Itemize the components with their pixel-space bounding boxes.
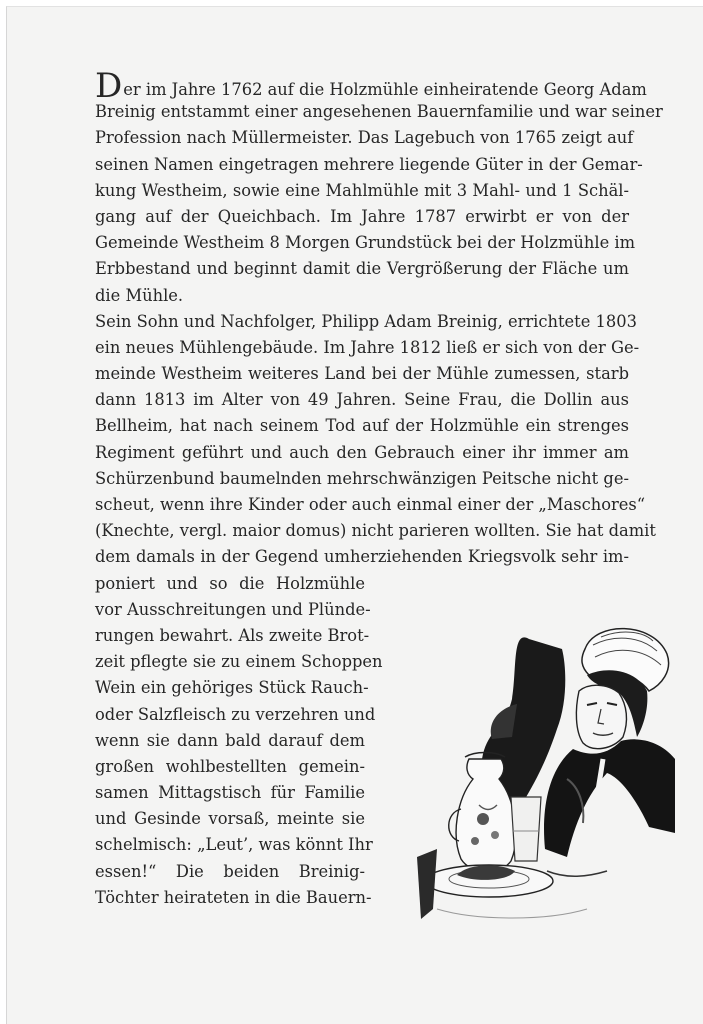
text-line: scheut, wenn ihre Kinder oder auch einmal einer der „Maschores“: [95, 495, 646, 514]
text-line: samen Mittagstisch für Familie: [95, 783, 365, 803]
text-line: schelmisch: „Leut’, was könnt Ihr: [95, 835, 373, 855]
text-line: Sein Sohn und Nachfolger, Philipp Adam Breinig, errichtete 1803: [95, 311, 637, 331]
text-line: dann 1813 im Alter von 49 Jahren. Seine Frau, die Dollin aus: [95, 390, 629, 410]
text-line: Breinig entstammt einer angesehenen Bauernfamilie und war seiner: [95, 102, 663, 122]
text-line: und Gesinde vorsaß, meinte sie: [95, 809, 365, 829]
text-line: Gemeinde Westheim 8 Morgen Grundstück bei der Holzmühle im: [95, 233, 636, 253]
text-line: rungen bewahrt. Als zweite Brot-: [95, 625, 370, 645]
text-line: Wein ein gehöriges Stück Rauch-: [95, 678, 369, 698]
text-line: oder Salzfleisch zu verzehren und: [95, 704, 376, 724]
text-line: seinen Namen eingetragen mehrere liegende Güter in der Gemar-: [95, 154, 643, 174]
text-line: meinde Westheim weiteres Land bei der Mühle zumessen, starb: [95, 364, 629, 384]
text-line: die Mühle.: [95, 285, 184, 305]
text-line: [95, 66, 647, 106]
text-line: gang auf der Queichbach. Im Jahre 1787 erwirbt er von der: [95, 206, 629, 226]
book-page: [6, 6, 703, 1024]
first-line-text: er im Jahre 1762 auf die Holzmühle einheiratende Georg Adam: [123, 80, 647, 99]
text-line: kung Westheim, sowie eine Mahlmühle mit 3 Mahl- und 1 Schäl-: [95, 180, 629, 200]
text-line: vor Ausschreitungen und Plünde-: [95, 599, 371, 619]
drop-cap: D: [95, 66, 123, 106]
text-line: zeit pflegte sie zu einem Schoppen: [95, 652, 383, 672]
text-line: Schürzenbund baumelnden mehrschwänzigen Peitsche nicht ge-: [95, 468, 629, 488]
woman-with-jug-sketch-icon: [417, 609, 675, 929]
text-line: Bellheim, hat nach seinem Tod auf der Holzmühle ein strenges: [95, 416, 629, 436]
text-line: Profession nach Müllermeister. Das Lagebuch von 1765 zeigt auf: [95, 128, 634, 148]
text-line: großen wohlbestellten gemein-: [95, 756, 365, 776]
text-line: poniert und so die Holzmühle: [95, 573, 365, 593]
text-line: dem damals in der Gegend umherziehenden Kriegsvolk sehr im-: [95, 547, 629, 567]
text-line: Töchter heirateten in die Bauern-: [95, 887, 372, 907]
text-line: ein neues Mühlengebäude. Im Jahre 1812 ließ er sich von der Ge-: [95, 337, 640, 357]
text-line: Erbbestand und beginnt damit die Vergrößerung der Fläche um: [95, 259, 629, 279]
text-line: (Knechte, vergl. maior domus) nicht parieren wollten. Sie hat damit: [95, 521, 656, 541]
text-line: Regiment geführt und auch den Gebrauch einer ihr immer am: [95, 442, 629, 462]
text-line: essen!“ Die beiden Breinig-: [95, 861, 365, 881]
text-line: wenn sie dann bald darauf dem: [95, 730, 365, 750]
